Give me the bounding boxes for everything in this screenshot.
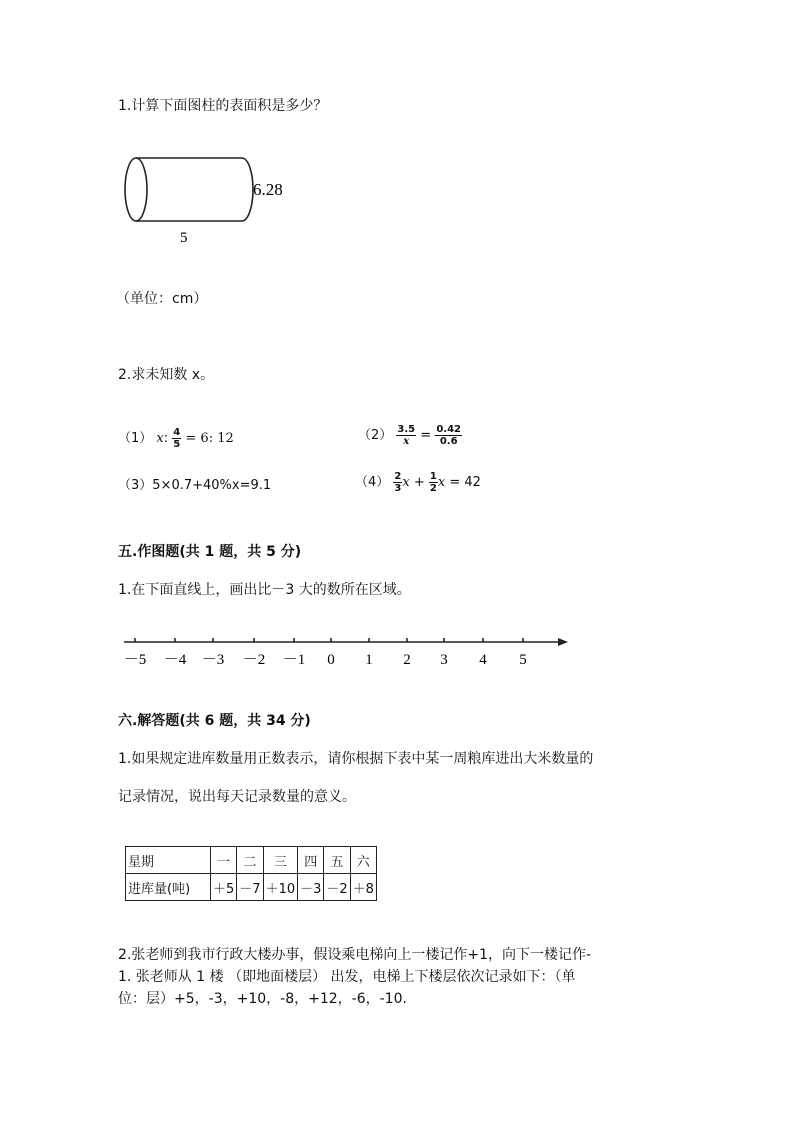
rice-record-table: [125, 846, 377, 901]
section-heading: 六.解答题(共 6 题，共 34 分): [118, 713, 311, 729]
table-cell: 二: [237, 847, 263, 874]
cylinder-height-label: 6.28: [253, 180, 283, 199]
table-cell: 六: [350, 847, 376, 874]
table-cell: 四: [298, 847, 324, 874]
question-text-cont: 记录情况，说出每天记录数量的意义。: [118, 789, 356, 805]
equation-number: （4）: [355, 475, 390, 490]
table-row: [126, 874, 377, 901]
fraction: $\frac{1}{2}$: [429, 471, 437, 494]
question-text-cont: 位：层）+5，-3，+10，-8，+12，-6，-10.: [118, 991, 407, 1007]
fraction: $\frac{0.42}{0.6}$: [436, 424, 462, 447]
plus-sign: +: [413, 475, 425, 490]
cylinder-right-face: [242, 158, 253, 221]
fraction: $\frac{2}{3}$: [394, 471, 402, 494]
equation-4: [355, 471, 481, 494]
question-text: 2.张老师到我市行政大楼办事，假设乘电梯向上一楼记作+1，向下一楼记作-: [118, 947, 592, 963]
table-cell: 三: [263, 847, 298, 874]
number-line-label: 3: [440, 652, 448, 668]
number-line-label: 4: [479, 652, 487, 668]
number-line-label: －5: [123, 652, 147, 668]
equals-sign: =: [420, 428, 432, 443]
equation-2: [358, 424, 462, 447]
table-cell: ＋5: [211, 874, 237, 901]
table-cell: ＋10: [263, 874, 298, 901]
number-line-label: －4: [163, 652, 187, 668]
equation-number: （3）: [118, 478, 153, 493]
equation-number: （1）: [118, 431, 153, 446]
equation-rest: = 42: [449, 475, 481, 490]
variable: x: [156, 431, 164, 446]
equation-3: [118, 474, 271, 493]
table-cell: 五: [324, 847, 350, 874]
arrow-head-icon: [558, 638, 568, 646]
section-heading: 五.作图题(共 1 题，共 5 分): [118, 544, 302, 560]
question-text: 2.求未知数 x。: [118, 367, 215, 383]
equation-body: 5×0.7+40%x=9.1: [152, 478, 272, 493]
equation-rest: = 6: 12: [185, 431, 234, 446]
question-text: 1.在下面直线上，画出比－3 大的数所在区域。: [118, 582, 411, 598]
variable: x: [402, 475, 410, 490]
number-line-label: 0: [327, 652, 335, 668]
unit-note: （单位：cm）: [116, 291, 208, 307]
table-cell: －3: [298, 874, 324, 901]
table-cell: ＋8: [350, 874, 376, 901]
ratio-colon: :: [163, 431, 169, 446]
number-line: [118, 630, 578, 672]
table-cell: 进库量(吨): [126, 874, 211, 901]
question-text: 1.计算下面图柱的表面积是多少？: [118, 98, 328, 114]
cylinder-left-face: [125, 158, 147, 221]
fraction: $\frac{3.5}{x}$: [397, 424, 416, 447]
number-line-label: 5: [519, 652, 527, 668]
table-row: [126, 847, 377, 874]
variable: x: [437, 475, 446, 490]
number-line-label: 1: [365, 652, 373, 668]
table-cell: 一: [211, 847, 237, 874]
table-cell: －2: [324, 874, 350, 901]
question-text: 1.如果规定进库数量用正数表示，请你根据下表中某一周粮库进出大米数量的: [118, 751, 594, 767]
cylinder-length-label: 5: [180, 230, 188, 246]
fraction: $\frac{4}{5}$: [173, 427, 181, 450]
number-line-label: －2: [242, 652, 266, 668]
cylinder-diagram: [110, 148, 310, 248]
table-cell: －7: [237, 874, 263, 901]
question-text-cont: 1. 张老师从 1 楼 （即地面楼层） 出发，电梯上下楼层依次记录如下：（单: [118, 969, 576, 985]
table-cell: 星期: [126, 847, 211, 874]
equation-1: [118, 427, 234, 450]
number-line-label: －3: [201, 652, 225, 668]
number-line-label: 2: [403, 652, 411, 668]
number-line-label: －1: [282, 652, 306, 668]
equation-number: （2）: [358, 428, 393, 443]
